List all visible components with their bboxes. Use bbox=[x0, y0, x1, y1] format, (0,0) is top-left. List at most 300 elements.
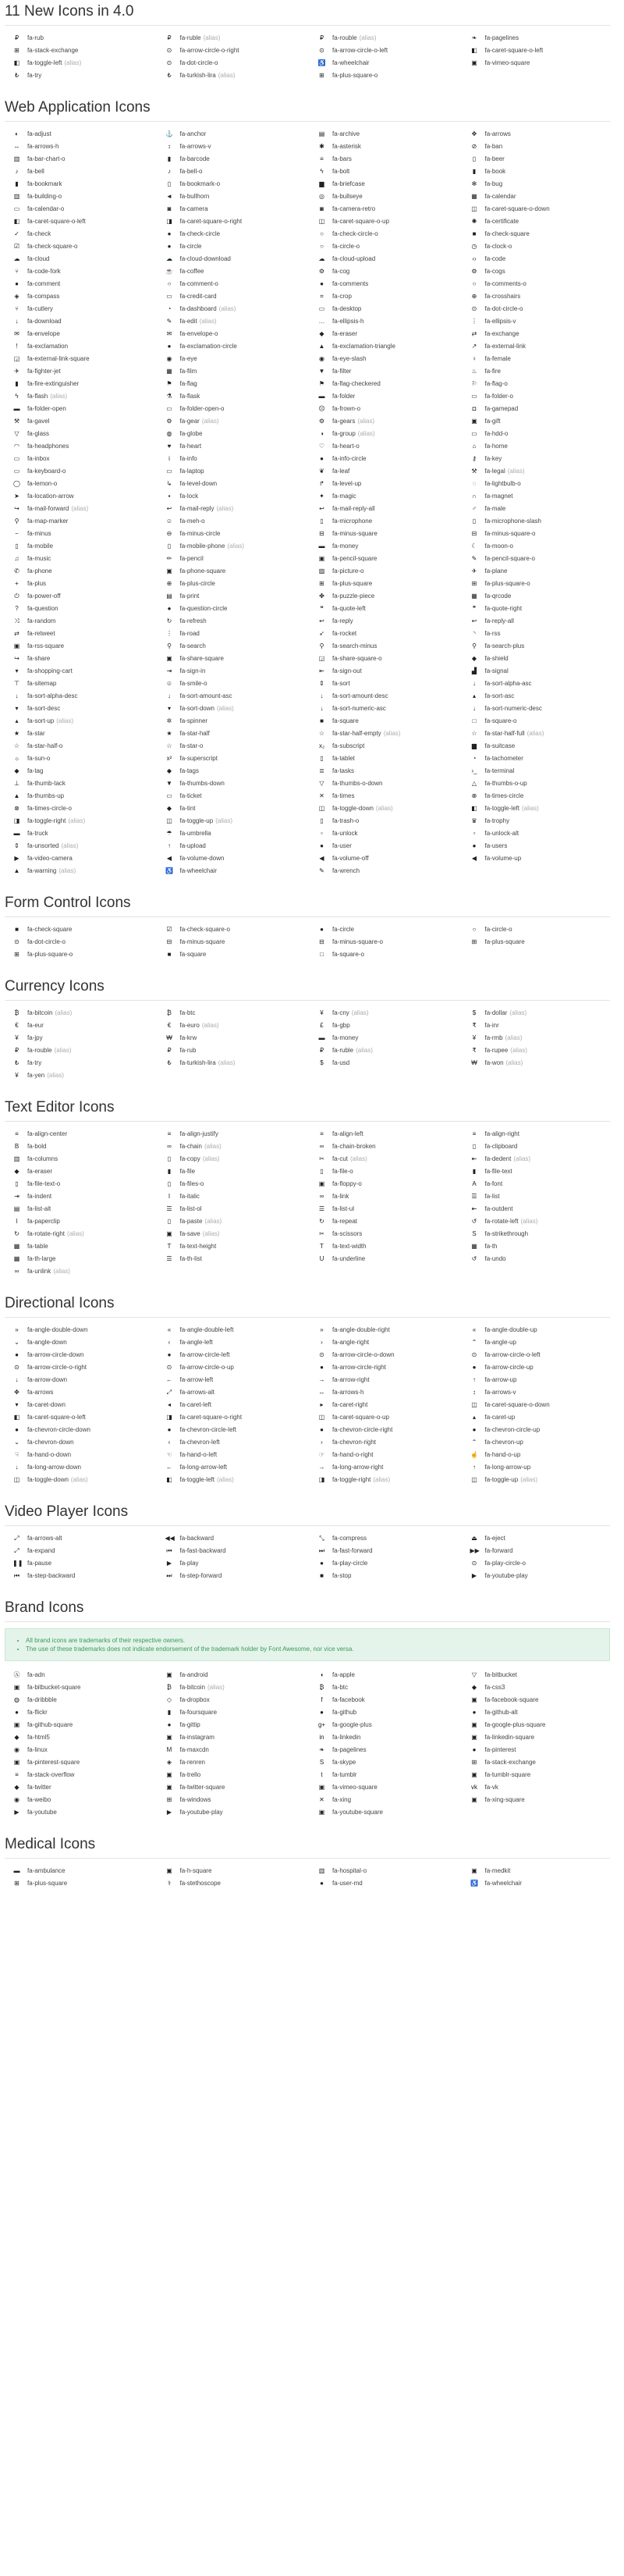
icon-entry[interactable] bbox=[310, 765, 458, 777]
icon-entry[interactable] bbox=[5, 240, 153, 253]
icon-entry[interactable] bbox=[463, 465, 611, 478]
icon-entry[interactable] bbox=[158, 1253, 306, 1265]
icon-entry[interactable] bbox=[158, 1877, 306, 1890]
icon-entry[interactable] bbox=[158, 528, 306, 540]
icon-entry[interactable] bbox=[158, 1228, 306, 1240]
icon-entry[interactable] bbox=[158, 415, 306, 428]
icon-entry[interactable] bbox=[5, 503, 153, 515]
icon-entry[interactable] bbox=[158, 253, 306, 265]
icon-entry[interactable] bbox=[463, 936, 611, 948]
icon-entry[interactable] bbox=[310, 1806, 458, 1819]
icon-entry[interactable] bbox=[463, 1140, 611, 1153]
icon-entry[interactable] bbox=[158, 1411, 306, 1424]
icon-entry[interactable] bbox=[5, 1474, 153, 1486]
icon-entry[interactable] bbox=[158, 1570, 306, 1582]
icon-entry[interactable] bbox=[158, 590, 306, 603]
icon-entry[interactable] bbox=[5, 1240, 153, 1253]
icon-entry[interactable] bbox=[310, 603, 458, 615]
icon-entry[interactable] bbox=[463, 715, 611, 728]
icon-entry[interactable] bbox=[5, 1436, 153, 1449]
icon-entry[interactable] bbox=[463, 553, 611, 565]
icon-entry[interactable] bbox=[5, 215, 153, 228]
icon-entry[interactable] bbox=[5, 802, 153, 815]
icon-entry[interactable] bbox=[310, 1545, 458, 1557]
icon-entry[interactable] bbox=[158, 1781, 306, 1794]
icon-entry[interactable] bbox=[463, 590, 611, 603]
icon-entry[interactable] bbox=[463, 203, 611, 215]
icon-entry[interactable] bbox=[310, 253, 458, 265]
icon-entry[interactable] bbox=[463, 1190, 611, 1203]
icon-entry[interactable] bbox=[5, 353, 153, 365]
icon-entry[interactable] bbox=[158, 815, 306, 827]
icon-entry[interactable] bbox=[463, 1240, 611, 1253]
icon-entry[interactable] bbox=[5, 1336, 153, 1349]
icon-entry[interactable] bbox=[5, 203, 153, 215]
icon-entry[interactable] bbox=[463, 615, 611, 628]
icon-entry[interactable] bbox=[310, 1781, 458, 1794]
icon-entry[interactable] bbox=[463, 1474, 611, 1486]
icon-entry[interactable] bbox=[158, 1153, 306, 1165]
icon-entry[interactable] bbox=[310, 790, 458, 802]
icon-entry[interactable] bbox=[5, 1461, 153, 1474]
icon-entry[interactable] bbox=[5, 1570, 153, 1582]
icon-entry[interactable] bbox=[310, 703, 458, 715]
icon-entry[interactable] bbox=[463, 1694, 611, 1706]
icon-entry[interactable] bbox=[5, 57, 153, 69]
icon-entry[interactable] bbox=[310, 1203, 458, 1215]
icon-entry[interactable] bbox=[5, 290, 153, 303]
icon-entry[interactable] bbox=[158, 1681, 306, 1694]
icon-entry[interactable] bbox=[310, 1681, 458, 1694]
icon-entry[interactable] bbox=[463, 365, 611, 378]
icon-entry[interactable] bbox=[463, 815, 611, 827]
icon-entry[interactable] bbox=[5, 1681, 153, 1694]
icon-entry[interactable] bbox=[463, 1461, 611, 1474]
icon-entry[interactable] bbox=[310, 578, 458, 590]
icon-entry[interactable] bbox=[310, 178, 458, 190]
icon-entry[interactable] bbox=[5, 665, 153, 678]
icon-entry[interactable] bbox=[463, 840, 611, 852]
icon-entry[interactable] bbox=[158, 1215, 306, 1228]
icon-entry[interactable] bbox=[5, 565, 153, 578]
icon-entry[interactable] bbox=[5, 403, 153, 415]
icon-entry[interactable] bbox=[463, 1032, 611, 1044]
icon-entry[interactable] bbox=[5, 1128, 153, 1140]
icon-entry[interactable] bbox=[158, 765, 306, 777]
icon-entry[interactable] bbox=[5, 1324, 153, 1336]
icon-entry[interactable] bbox=[158, 1756, 306, 1769]
icon-entry[interactable] bbox=[310, 852, 458, 865]
icon-entry[interactable] bbox=[158, 165, 306, 178]
icon-entry[interactable] bbox=[5, 1165, 153, 1178]
icon-entry[interactable] bbox=[158, 777, 306, 790]
icon-entry[interactable] bbox=[5, 865, 153, 877]
icon-entry[interactable] bbox=[5, 1744, 153, 1756]
icon-entry[interactable] bbox=[158, 1044, 306, 1057]
icon-entry[interactable] bbox=[310, 228, 458, 240]
icon-entry[interactable] bbox=[310, 44, 458, 57]
icon-entry[interactable] bbox=[5, 490, 153, 503]
icon-entry[interactable] bbox=[463, 728, 611, 740]
icon-entry[interactable] bbox=[463, 827, 611, 840]
icon-entry[interactable] bbox=[463, 32, 611, 44]
icon-entry[interactable] bbox=[463, 1324, 611, 1336]
icon-entry[interactable] bbox=[310, 615, 458, 628]
icon-entry[interactable] bbox=[310, 203, 458, 215]
icon-entry[interactable] bbox=[310, 403, 458, 415]
icon-entry[interactable] bbox=[310, 1128, 458, 1140]
icon-entry[interactable] bbox=[463, 565, 611, 578]
icon-entry[interactable] bbox=[463, 852, 611, 865]
icon-entry[interactable] bbox=[463, 415, 611, 428]
icon-entry[interactable] bbox=[463, 1731, 611, 1744]
icon-entry[interactable] bbox=[463, 753, 611, 765]
icon-entry[interactable] bbox=[310, 1532, 458, 1545]
icon-entry[interactable] bbox=[463, 540, 611, 553]
icon-entry[interactable] bbox=[5, 178, 153, 190]
icon-entry[interactable] bbox=[5, 815, 153, 827]
icon-entry[interactable] bbox=[158, 203, 306, 215]
icon-entry[interactable] bbox=[463, 478, 611, 490]
icon-entry[interactable] bbox=[310, 827, 458, 840]
icon-entry[interactable] bbox=[158, 665, 306, 678]
icon-entry[interactable] bbox=[158, 1719, 306, 1731]
icon-entry[interactable] bbox=[158, 228, 306, 240]
icon-entry[interactable] bbox=[5, 228, 153, 240]
icon-entry[interactable] bbox=[5, 1374, 153, 1386]
icon-entry[interactable] bbox=[310, 32, 458, 44]
icon-entry[interactable] bbox=[5, 465, 153, 478]
icon-entry[interactable] bbox=[5, 653, 153, 665]
icon-entry[interactable] bbox=[158, 703, 306, 715]
icon-entry[interactable] bbox=[5, 1719, 153, 1731]
icon-entry[interactable] bbox=[463, 353, 611, 365]
icon-entry[interactable] bbox=[310, 590, 458, 603]
icon-entry[interactable] bbox=[463, 453, 611, 465]
icon-entry[interactable] bbox=[5, 1019, 153, 1032]
icon-entry[interactable] bbox=[5, 948, 153, 961]
icon-entry[interactable] bbox=[5, 603, 153, 615]
icon-entry[interactable] bbox=[463, 153, 611, 165]
icon-entry[interactable] bbox=[5, 69, 153, 82]
icon-entry[interactable] bbox=[463, 1769, 611, 1781]
icon-entry[interactable] bbox=[463, 265, 611, 278]
icon-entry[interactable] bbox=[463, 141, 611, 153]
icon-entry[interactable] bbox=[463, 378, 611, 390]
icon-entry[interactable] bbox=[158, 603, 306, 615]
icon-entry[interactable] bbox=[463, 390, 611, 403]
icon-entry[interactable] bbox=[5, 1361, 153, 1374]
icon-entry[interactable] bbox=[158, 728, 306, 740]
icon-entry[interactable] bbox=[158, 1140, 306, 1153]
icon-entry[interactable] bbox=[5, 703, 153, 715]
icon-entry[interactable] bbox=[463, 1449, 611, 1461]
icon-entry[interactable] bbox=[463, 340, 611, 353]
icon-entry[interactable] bbox=[5, 936, 153, 948]
icon-entry[interactable] bbox=[310, 1057, 458, 1069]
icon-entry[interactable] bbox=[310, 153, 458, 165]
icon-entry[interactable] bbox=[158, 215, 306, 228]
icon-entry[interactable] bbox=[463, 1781, 611, 1794]
icon-entry[interactable] bbox=[5, 1411, 153, 1424]
icon-entry[interactable] bbox=[5, 1032, 153, 1044]
icon-entry[interactable] bbox=[463, 1361, 611, 1374]
icon-entry[interactable] bbox=[463, 1228, 611, 1240]
icon-entry[interactable] bbox=[310, 1140, 458, 1153]
icon-entry[interactable] bbox=[463, 490, 611, 503]
icon-entry[interactable] bbox=[310, 553, 458, 565]
icon-entry[interactable] bbox=[463, 178, 611, 190]
icon-entry[interactable] bbox=[158, 1203, 306, 1215]
icon-entry[interactable] bbox=[310, 1744, 458, 1756]
icon-entry[interactable] bbox=[158, 923, 306, 936]
icon-entry[interactable] bbox=[463, 1253, 611, 1265]
icon-entry[interactable] bbox=[5, 128, 153, 141]
icon-entry[interactable] bbox=[5, 540, 153, 553]
icon-entry[interactable] bbox=[310, 1019, 458, 1032]
icon-entry[interactable] bbox=[310, 1007, 458, 1019]
icon-entry[interactable] bbox=[158, 265, 306, 278]
icon-entry[interactable] bbox=[158, 1032, 306, 1044]
icon-entry[interactable] bbox=[310, 390, 458, 403]
icon-entry[interactable] bbox=[158, 948, 306, 961]
icon-entry[interactable] bbox=[310, 948, 458, 961]
icon-entry[interactable] bbox=[158, 153, 306, 165]
icon-entry[interactable] bbox=[310, 1374, 458, 1386]
icon-entry[interactable] bbox=[158, 1744, 306, 1756]
icon-entry[interactable] bbox=[310, 690, 458, 703]
icon-entry[interactable] bbox=[463, 802, 611, 815]
icon-entry[interactable] bbox=[463, 228, 611, 240]
icon-entry[interactable] bbox=[310, 1424, 458, 1436]
icon-entry[interactable] bbox=[158, 1057, 306, 1069]
icon-entry[interactable] bbox=[5, 1228, 153, 1240]
icon-entry[interactable] bbox=[463, 1744, 611, 1756]
icon-entry[interactable] bbox=[5, 1532, 153, 1545]
icon-entry[interactable] bbox=[158, 678, 306, 690]
icon-entry[interactable] bbox=[5, 1794, 153, 1806]
icon-entry[interactable] bbox=[310, 1032, 458, 1044]
icon-entry[interactable] bbox=[463, 515, 611, 528]
icon-entry[interactable] bbox=[310, 290, 458, 303]
icon-entry[interactable] bbox=[463, 578, 611, 590]
icon-entry[interactable] bbox=[5, 1781, 153, 1794]
icon-entry[interactable] bbox=[158, 753, 306, 765]
icon-entry[interactable] bbox=[5, 1215, 153, 1228]
icon-entry[interactable] bbox=[463, 1128, 611, 1140]
icon-entry[interactable] bbox=[463, 628, 611, 640]
icon-entry[interactable] bbox=[310, 1165, 458, 1178]
icon-entry[interactable] bbox=[158, 565, 306, 578]
icon-entry[interactable] bbox=[463, 215, 611, 228]
icon-entry[interactable] bbox=[5, 390, 153, 403]
icon-entry[interactable] bbox=[310, 1215, 458, 1228]
icon-entry[interactable] bbox=[463, 440, 611, 453]
icon-entry[interactable] bbox=[158, 1461, 306, 1474]
icon-entry[interactable] bbox=[158, 715, 306, 728]
icon-entry[interactable] bbox=[158, 1706, 306, 1719]
icon-entry[interactable] bbox=[5, 528, 153, 540]
icon-entry[interactable] bbox=[310, 740, 458, 753]
icon-entry[interactable] bbox=[310, 1190, 458, 1203]
icon-entry[interactable] bbox=[463, 44, 611, 57]
icon-entry[interactable] bbox=[463, 665, 611, 678]
icon-entry[interactable] bbox=[310, 1865, 458, 1877]
icon-entry[interactable] bbox=[463, 253, 611, 265]
icon-entry[interactable] bbox=[5, 1153, 153, 1165]
icon-entry[interactable] bbox=[158, 802, 306, 815]
icon-entry[interactable] bbox=[463, 678, 611, 690]
icon-entry[interactable] bbox=[310, 69, 458, 82]
icon-entry[interactable] bbox=[310, 1449, 458, 1461]
icon-entry[interactable] bbox=[310, 240, 458, 253]
icon-entry[interactable] bbox=[5, 715, 153, 728]
icon-entry[interactable] bbox=[310, 1153, 458, 1165]
icon-entry[interactable] bbox=[158, 178, 306, 190]
icon-entry[interactable] bbox=[5, 1424, 153, 1436]
icon-entry[interactable] bbox=[463, 1557, 611, 1570]
icon-entry[interactable] bbox=[310, 802, 458, 815]
icon-entry[interactable] bbox=[5, 1694, 153, 1706]
icon-entry[interactable] bbox=[463, 1203, 611, 1215]
icon-entry[interactable] bbox=[5, 378, 153, 390]
icon-entry[interactable] bbox=[158, 278, 306, 290]
icon-entry[interactable] bbox=[310, 428, 458, 440]
icon-entry[interactable] bbox=[158, 128, 306, 141]
icon-entry[interactable] bbox=[310, 128, 458, 141]
icon-entry[interactable] bbox=[5, 1044, 153, 1057]
icon-entry[interactable] bbox=[310, 1324, 458, 1336]
icon-entry[interactable] bbox=[310, 840, 458, 852]
icon-entry[interactable] bbox=[310, 1178, 458, 1190]
icon-entry[interactable] bbox=[158, 578, 306, 590]
icon-entry[interactable] bbox=[5, 265, 153, 278]
icon-entry[interactable] bbox=[310, 365, 458, 378]
icon-entry[interactable] bbox=[310, 1769, 458, 1781]
icon-entry[interactable] bbox=[310, 923, 458, 936]
icon-entry[interactable] bbox=[310, 1756, 458, 1769]
icon-entry[interactable] bbox=[5, 1769, 153, 1781]
icon-entry[interactable] bbox=[158, 44, 306, 57]
icon-entry[interactable] bbox=[463, 1865, 611, 1877]
icon-entry[interactable] bbox=[310, 378, 458, 390]
icon-entry[interactable] bbox=[310, 503, 458, 515]
icon-entry[interactable] bbox=[310, 278, 458, 290]
icon-entry[interactable] bbox=[5, 478, 153, 490]
icon-entry[interactable] bbox=[310, 1349, 458, 1361]
icon-entry[interactable] bbox=[158, 290, 306, 303]
icon-entry[interactable] bbox=[158, 1361, 306, 1374]
icon-entry[interactable] bbox=[5, 615, 153, 628]
icon-entry[interactable] bbox=[310, 453, 458, 465]
icon-entry[interactable] bbox=[5, 1545, 153, 1557]
icon-entry[interactable] bbox=[158, 628, 306, 640]
icon-entry[interactable] bbox=[310, 1399, 458, 1411]
icon-entry[interactable] bbox=[5, 753, 153, 765]
icon-entry[interactable] bbox=[463, 923, 611, 936]
icon-entry[interactable] bbox=[463, 57, 611, 69]
icon-entry[interactable] bbox=[5, 1253, 153, 1265]
icon-entry[interactable] bbox=[310, 865, 458, 877]
icon-entry[interactable] bbox=[310, 1557, 458, 1570]
icon-entry[interactable] bbox=[5, 1190, 153, 1203]
icon-entry[interactable] bbox=[158, 840, 306, 852]
icon-entry[interactable] bbox=[463, 1215, 611, 1228]
icon-entry[interactable] bbox=[158, 1557, 306, 1570]
icon-entry[interactable] bbox=[5, 190, 153, 203]
icon-entry[interactable] bbox=[158, 465, 306, 478]
icon-entry[interactable] bbox=[158, 1165, 306, 1178]
icon-entry[interactable] bbox=[158, 453, 306, 465]
icon-entry[interactable] bbox=[158, 1240, 306, 1253]
icon-entry[interactable] bbox=[5, 153, 153, 165]
icon-entry[interactable] bbox=[5, 1265, 153, 1278]
icon-entry[interactable] bbox=[463, 1399, 611, 1411]
icon-entry[interactable] bbox=[463, 703, 611, 715]
icon-entry[interactable] bbox=[310, 1719, 458, 1731]
icon-entry[interactable] bbox=[463, 653, 611, 665]
icon-entry[interactable] bbox=[310, 628, 458, 640]
icon-entry[interactable] bbox=[158, 378, 306, 390]
icon-entry[interactable] bbox=[463, 1336, 611, 1349]
icon-entry[interactable] bbox=[158, 865, 306, 877]
icon-entry[interactable] bbox=[158, 32, 306, 44]
icon-entry[interactable] bbox=[5, 790, 153, 802]
icon-entry[interactable] bbox=[5, 428, 153, 440]
icon-entry[interactable] bbox=[158, 1424, 306, 1436]
icon-entry[interactable] bbox=[158, 540, 306, 553]
icon-entry[interactable] bbox=[5, 1178, 153, 1190]
icon-entry[interactable] bbox=[158, 553, 306, 565]
icon-entry[interactable] bbox=[310, 415, 458, 428]
icon-entry[interactable] bbox=[463, 1019, 611, 1032]
icon-entry[interactable] bbox=[310, 465, 458, 478]
icon-entry[interactable] bbox=[5, 453, 153, 465]
icon-entry[interactable] bbox=[463, 1436, 611, 1449]
icon-entry[interactable] bbox=[310, 515, 458, 528]
icon-entry[interactable] bbox=[463, 1706, 611, 1719]
icon-entry[interactable] bbox=[158, 1190, 306, 1203]
icon-entry[interactable] bbox=[310, 1706, 458, 1719]
icon-entry[interactable] bbox=[310, 1794, 458, 1806]
icon-entry[interactable] bbox=[310, 303, 458, 315]
icon-entry[interactable] bbox=[5, 1057, 153, 1069]
icon-entry[interactable] bbox=[310, 440, 458, 453]
icon-entry[interactable] bbox=[158, 1007, 306, 1019]
icon-entry[interactable] bbox=[310, 1253, 458, 1265]
icon-entry[interactable] bbox=[158, 690, 306, 703]
icon-entry[interactable] bbox=[310, 1411, 458, 1424]
icon-entry[interactable] bbox=[463, 1153, 611, 1165]
icon-entry[interactable] bbox=[310, 1361, 458, 1374]
icon-entry[interactable] bbox=[5, 678, 153, 690]
icon-entry[interactable] bbox=[158, 428, 306, 440]
icon-entry[interactable] bbox=[463, 1044, 611, 1057]
icon-entry[interactable] bbox=[310, 1669, 458, 1681]
icon-entry[interactable] bbox=[158, 315, 306, 328]
icon-entry[interactable] bbox=[463, 528, 611, 540]
icon-entry[interactable] bbox=[463, 777, 611, 790]
icon-entry[interactable] bbox=[310, 478, 458, 490]
icon-entry[interactable] bbox=[463, 1386, 611, 1399]
icon-entry[interactable] bbox=[5, 1203, 153, 1215]
icon-entry[interactable] bbox=[463, 1570, 611, 1582]
icon-entry[interactable] bbox=[463, 190, 611, 203]
icon-entry[interactable] bbox=[310, 1461, 458, 1474]
icon-entry[interactable] bbox=[463, 403, 611, 415]
icon-entry[interactable] bbox=[310, 165, 458, 178]
icon-entry[interactable] bbox=[463, 740, 611, 753]
